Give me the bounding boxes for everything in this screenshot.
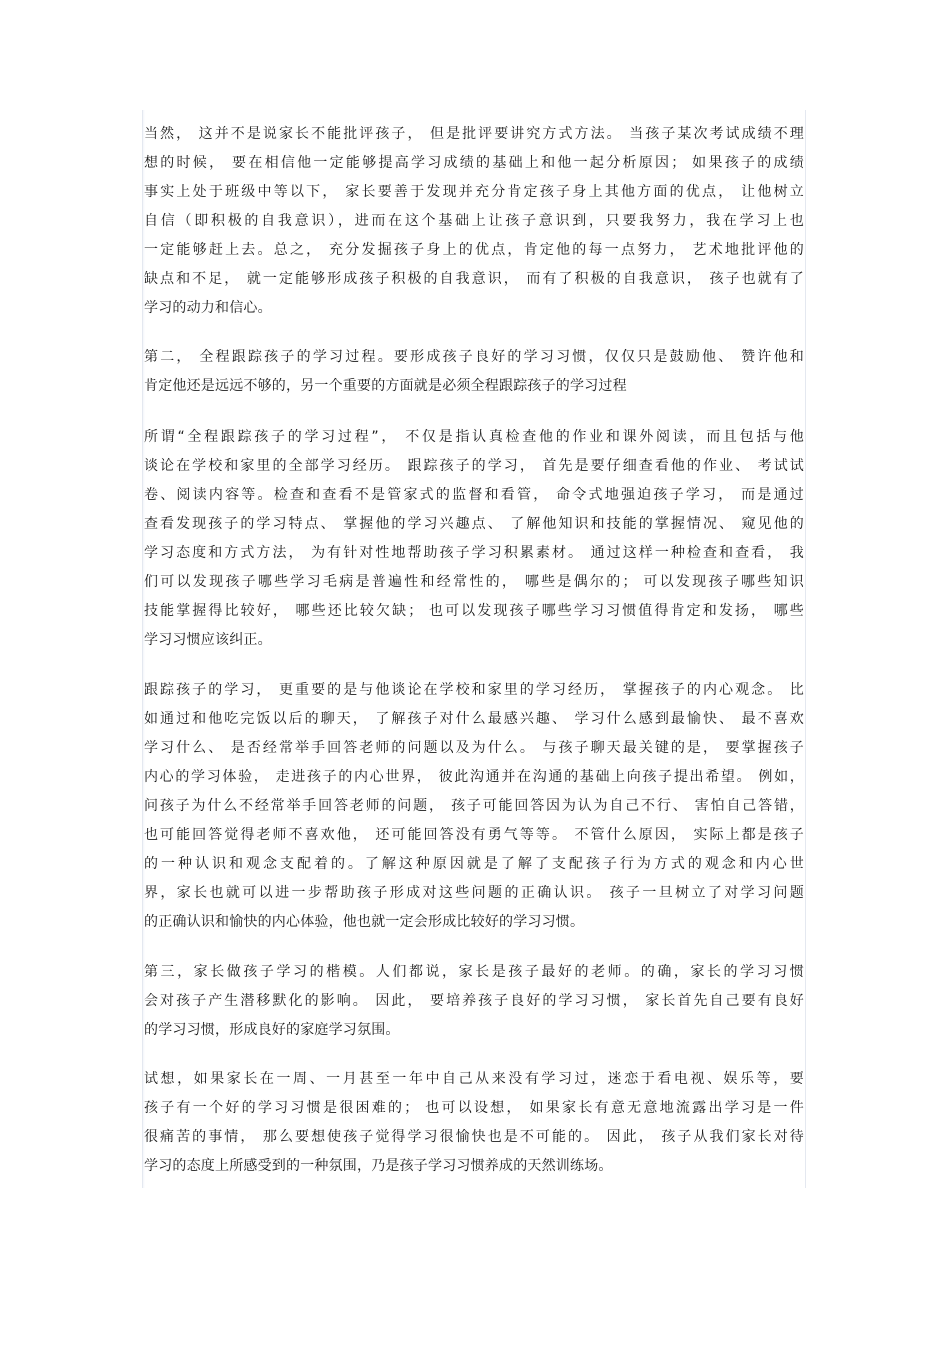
text-line: 第三，家长做孩子学习的楷模。人们都说，家长是孩子最好的老师。的确，家长的学习习惯 [144,964,804,980]
text-line: 卷、阅读内容等。检查和查看不是管家式的监督和看管， 命令式地强迫孩子学习， 而是通过 [144,487,804,503]
text-line: 很痛苦的事情， 那么要想使孩子觉得学习很愉快也是不可能的。 因此， 孩子从我们家长对待 [144,1129,804,1145]
text-line: 一定能够赶上去。总之， 充分发掘孩子身上的优点，肯定他的每一点努力， 艺术地批评他的 [144,242,804,258]
text-line: 查看发现孩子的学习特点、 掌握他的学习兴趣点、 了解他知识和技能的掌握情况、 窥见他的 [144,516,804,532]
text-line: 的学习习惯，形成良好的家庭学习氛围。 [144,1022,400,1038]
text-line: 谈论在学校和家里的全部学习经历。 跟踪孩子的学习， 首先是要仔细查看他的作业、 考试试 [144,458,804,474]
text-line: 问孩子为什么不经常举手回答老师的问题， 孩子可能回答因为认为自己不行、 害怕自己答错， [144,798,804,814]
text-line: 学习态度和方式方法， 为有针对性地帮助孩子学习积累素材。 通过这样一种检查和查看， 我 [144,545,804,561]
text-line: 的一种认识和观念支配着的。了解这种原因就是了解了支配孩子行为方式的观念和内心世 [144,856,804,872]
text-line: 试想，如果家长在一周、一月甚至一年中自己从来没有学习过，迷恋于看电视、娱乐等，要 [144,1071,804,1087]
document-page [142,110,806,1188]
text-line: 缺点和不足， 就一定能够形成孩子积极的自我意识， 而有了积极的自我意识， 孩子也就有了 [144,271,804,287]
text-line: 学习的态度上所感受到的一种氛围，乃是孩子学习习惯养成的天然训练场。 [144,1158,613,1174]
paragraph-criticism [144,120,804,323]
text-line: 界，家长也就可以进一步帮助孩子形成对这些问题的正确认识。 孩子一旦树立了对学习问题 [144,885,804,901]
paragraph-tracking-process [144,343,804,401]
text-line: 所谓“全程跟踪孩子的学习过程”， 不仅是指认真检查他的作业和课外阅读，而且包括与他 [144,429,804,445]
paragraph-imagine [144,1065,804,1181]
text-line: 学习习惯应该纠正。 [144,632,272,648]
text-line: 学习什么、 是否经常举手回答老师的问题以及为什么。 与孩子聊天最关键的是， 要掌握孩子 [144,740,804,756]
text-line: 当然， 这并不是说家长不能批评孩子， 但是批评要讲究方式方法。 当孩子某次考试成绩不理 [144,126,804,142]
text-line: 事实上处于班级中等以下， 家长要善于发现并充分肯定孩子身上其他方面的优点， 让他树立 [144,184,804,200]
paragraph-tracking-conversation [144,676,804,937]
paragraph-parent-role-model [144,958,804,1045]
text-line: 内心的学习体验， 走进孩子的内心世界， 彼此沟通并在沟通的基础上向孩子提出希望。 例如， [144,769,804,785]
text-line: 技能掌握得比较好， 哪些还比较欠缺； 也可以发现孩子哪些学习习惯值得肯定和发扬， 哪些 [144,603,804,619]
text-line: 如通过和他吃完饭以后的聊天， 了解孩子对什么最感兴趣、 学习什么感到最愉快、 最不喜欢 [144,711,804,727]
text-line: 肯定他还是远远不够的，另一个重要的方面就是必须全程跟踪孩子的学习过程 [144,378,627,394]
text-line: 的正确认识和愉快的内心体验，他也就一定会形成比较好的学习习惯。 [144,914,585,930]
text-line: 们可以发现孩子哪些学习毛病是普遍性和经常性的， 哪些是偶尔的； 可以发现孩子哪些知识 [144,574,804,590]
text-line: 学习的动力和信心。 [144,300,272,316]
text-line: 会对孩子产生潜移默化的影响。 因此， 要培养孩子良好的学习习惯， 家长首先自己要有良好 [144,993,804,1009]
text-line: 跟踪孩子的学习， 更重要的是与他谈论在学校和家里的学习经历， 掌握孩子的内心观念。 比 [144,682,804,698]
text-line: 也可能回答觉得老师不喜欢他， 还可能回答没有勇气等等。 不管什么原因， 实际上都是孩子 [144,827,804,843]
text-line: 自信（即积极的自我意识），进而在这个基础上让孩子意识到，只要我努力，我在学习上也 [144,213,804,229]
paragraph-tracking-definition [144,423,804,655]
text-line: 想的时候， 要在相信他一定能够提高学习成绩的基础上和他一起分析原因； 如果孩子的成绩 [144,155,804,171]
text-line: 第二， 全程跟踪孩子的学习过程。要形成孩子良好的学习习惯，仅仅只是鼓励他、 赞许他和 [144,349,804,365]
text-line: 孩子有一个好的学习习惯是很困难的； 也可以设想， 如果家长有意无意地流露出学习是一件 [144,1100,804,1116]
